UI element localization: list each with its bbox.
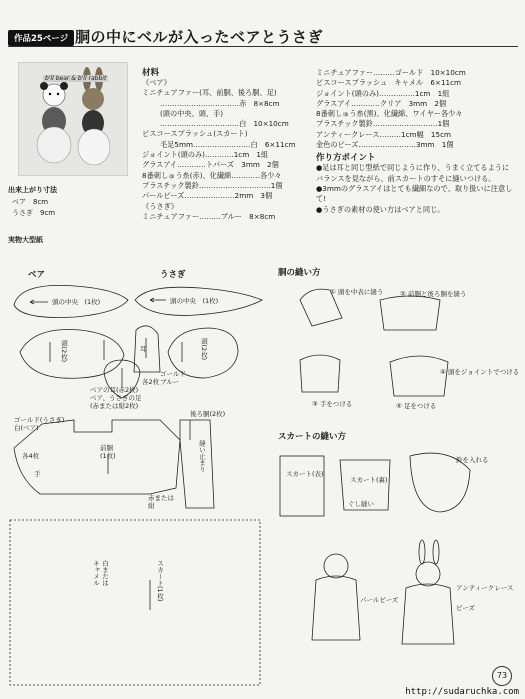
skirt-sewing-heading: スカートの縫い方	[278, 432, 347, 442]
material-line: ミニチュアファー(耳、前胴、後ろ胴、足)	[142, 88, 277, 98]
page-title: 胴の中にベルが入ったベアとうさぎ	[75, 28, 324, 46]
lace-label: アンティークレース	[456, 584, 514, 592]
body-sewing-illustrations	[300, 289, 448, 396]
material-line: プラスチック製鈴………………………1個	[316, 119, 450, 129]
bear-head-label: 頭(2枚)	[60, 340, 68, 363]
skirt-sewing-illustrations	[280, 453, 470, 516]
bear-head-center-label: 頭の中央 (1枚)	[52, 298, 101, 306]
front-body-label: 前胴 (1枚)	[100, 444, 116, 460]
white-camel-label: 白または キャメル	[92, 560, 109, 586]
material-line: アンティークレース………1cm幅 15cm	[316, 129, 452, 139]
material-line: ジョイント(頭のみ)……………1cm 1組	[316, 88, 450, 98]
step-4-note: ④ 頭をジョイントでつける	[440, 368, 520, 376]
point-2: ●3mmのグラスアイはとても繊細なので、取り扱いに注意して!	[316, 183, 513, 204]
point-3: ●うさぎの素材の使い方はベアと同じ。	[316, 204, 445, 214]
pattern-bear-label: ベア	[28, 270, 46, 280]
bell-label: 鈴を入れる	[456, 456, 489, 464]
watermark-url: http://sudaruchka.com	[405, 687, 519, 697]
step-5-note: ⑤ 足をつける	[396, 402, 437, 410]
material-line: 8番刺しゅう糸(黒)、化繊綿、ワイヤー各少々	[316, 109, 463, 119]
step-3-note: ③ 手をつける	[312, 400, 353, 408]
material-line: ビスコースプラッシュ キャメル 6×11cm	[316, 78, 462, 88]
rabbit-head-label: 頭(2枚)	[200, 338, 208, 361]
material-line: プラスチック製鈴…………………………1個	[142, 180, 283, 190]
pearl-label: パールビーズ	[360, 596, 399, 604]
material-line: ミニチュアファー………ゴールド 10×10cm	[316, 68, 466, 77]
points-heading: 作り方ポイント	[316, 153, 376, 164]
skirt-label: スカート(1枚)	[156, 560, 164, 602]
gold-blue-label: ゴールド ブルー	[160, 370, 186, 386]
material-line: (頭の中央、頭、手)	[160, 108, 224, 118]
bear-head-piece	[20, 329, 124, 378]
back-body-piece	[180, 420, 214, 508]
photo-caption: b'll bear & b'll rabbit	[45, 75, 107, 82]
material-line: パールビーズ…………………2mm 3個	[142, 191, 273, 201]
hand-label: 手	[34, 470, 41, 478]
beads-label: ビーズ	[456, 604, 475, 612]
ear-foot-note: ベアの耳(赤2枚) ベア、うさぎの足 (赤または紺2枚)	[90, 386, 142, 410]
page-number: 73	[492, 666, 512, 686]
material-line: ……………………………白 10×10cm	[160, 119, 289, 129]
step-2-note: ② 前胴と後ろ胴を縫う	[400, 290, 467, 298]
rabbit-ear-piece	[134, 326, 160, 372]
body-sewing-heading: 胴の縫い方	[278, 268, 321, 278]
step-1-note: ① 頭を中表に縫う	[330, 288, 384, 296]
ear-label: 耳	[140, 345, 147, 353]
each-2-label: 各2枚	[142, 378, 160, 386]
material-line: 毛足5mm……………………白 6×11cm	[160, 139, 296, 149]
materials-heading: 材料	[142, 68, 160, 78]
materials-rabbit-heading: 《うさぎ》	[142, 201, 179, 211]
point-1: ●足は耳と同じ型紙で同じように作り、うまく立てるようにバランスを見ながら、前スカートのすそに縫いつける。	[316, 163, 510, 183]
size-heading: 出来上がり寸法	[8, 186, 57, 194]
material-line: ビスコースプラッシュ(スカート)	[142, 129, 248, 139]
skirt-piece	[10, 520, 260, 685]
material-line: グラスアイ…………クリア 3mm 2個	[316, 98, 447, 108]
material-line: ミニチュアファー………ブルー 8×8cm	[142, 211, 276, 221]
each-4-label: 各4枚	[22, 452, 40, 460]
rabbit-head-center-label: 頭の中央 (1枚)	[170, 297, 219, 305]
page-reference-tag: 作品25ページ	[8, 30, 74, 46]
size-bear: ベア 8cm	[12, 198, 49, 206]
gather-label: ぐし縫い	[348, 500, 374, 508]
gold-white-label: ゴールド(うさぎ) 白(ベア)	[14, 416, 65, 432]
materials-bear-heading: 《ベア》	[142, 78, 171, 87]
material-line: ……………………………赤 8×8cm	[160, 98, 280, 108]
finished-figure-sketches	[312, 540, 454, 644]
red-navy-label: 赤または 紺	[148, 494, 174, 510]
seam-stop-label: 縫い止まり	[198, 440, 206, 473]
material-line: 8番刺しゅう糸(赤)、化繊綿…………各少々	[142, 170, 282, 180]
material-line: 金色のビーズ……………………3mm 1個	[316, 140, 454, 150]
skirt-front-label: スカート(表)	[286, 470, 324, 478]
size-rabbit: うさぎ 9cm	[12, 209, 56, 217]
material-line: グラスアイ…………トパーズ 3mm 2個	[142, 160, 279, 170]
pattern-rabbit-label: うさぎ	[160, 270, 186, 280]
skirt-back-label: スカート(裏)	[350, 476, 388, 484]
back-body-label: 後ろ胴(2枚)	[190, 410, 226, 418]
material-line: ジョイント(頭のみ)…………1cm 1組	[142, 150, 269, 160]
actual-size-pattern-label: 実物大型紙	[8, 236, 43, 244]
